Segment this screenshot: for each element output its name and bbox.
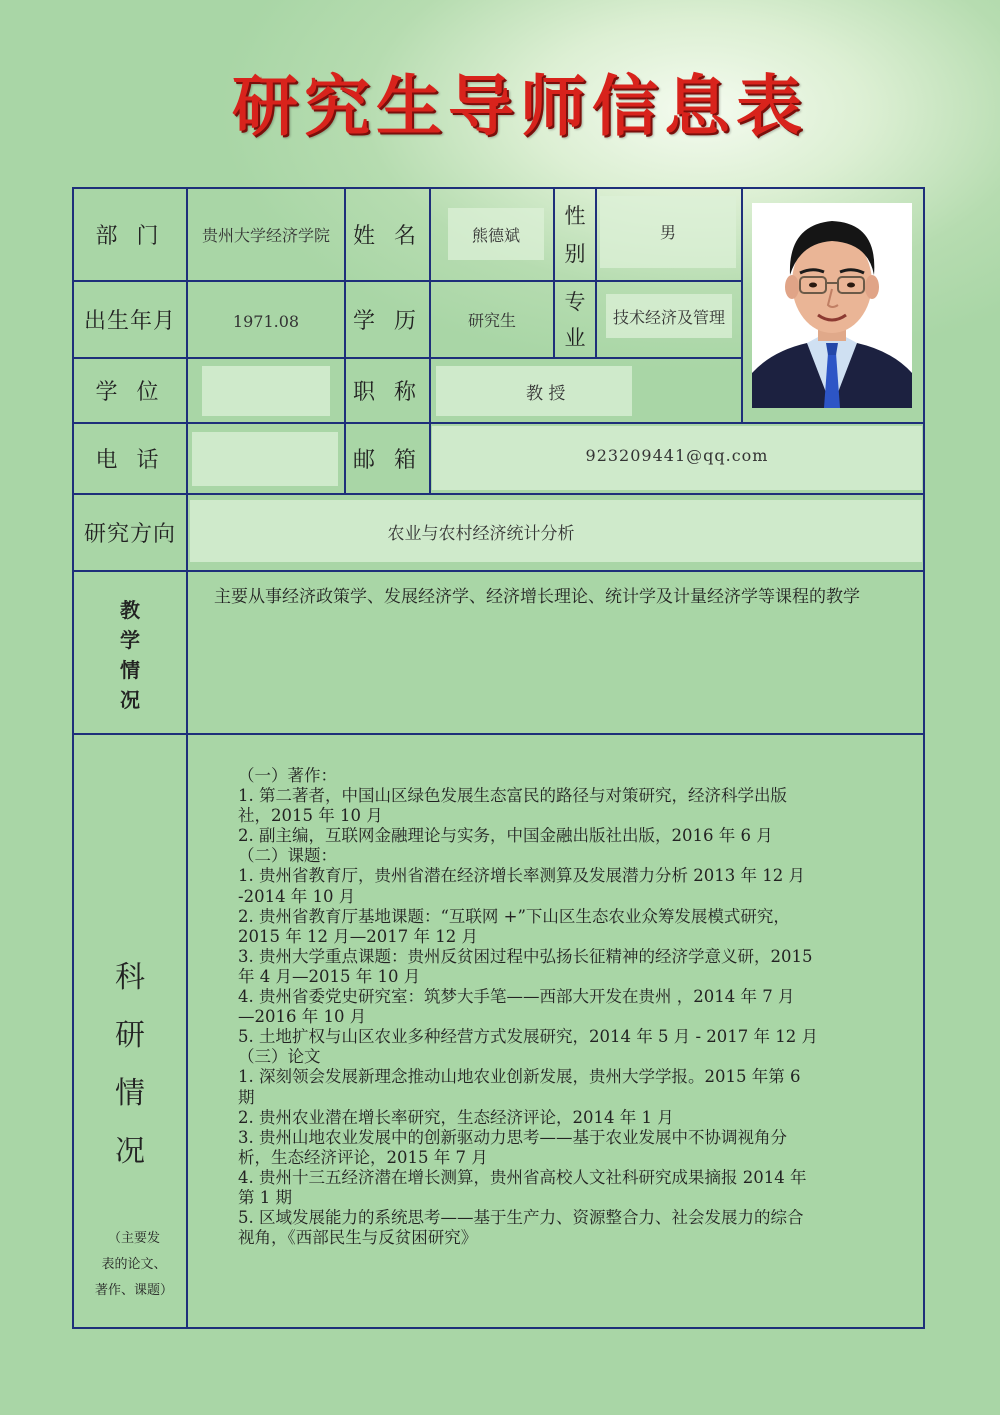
gender-value: 男 [600, 196, 736, 268]
birth-value: 1971.08 [232, 312, 300, 331]
research-line: 社，2015 年 10 月 [238, 806, 383, 826]
research-line: 5. 区域发展能力的系统思考——基于生产力、资源整合力、社会发展力的综合 [238, 1208, 804, 1228]
row-divider [72, 422, 925, 424]
research-label-char: 况 [115, 1134, 145, 1169]
name-label: 姓 名 [353, 224, 422, 249]
research-note-line: （主要发 [107, 1231, 160, 1246]
research-line: （二）课题： [238, 846, 337, 866]
row-divider [72, 493, 925, 495]
research-line: 期 [238, 1087, 255, 1107]
research-line: 2. 贵州农业潜在增长率研究，生态经济评论，2014 年 1 月 [238, 1107, 674, 1127]
research-line: 第 1 期 [238, 1187, 292, 1207]
research-line: —2016 年 10 月 [238, 1007, 367, 1027]
row-divider [72, 570, 925, 572]
research-line: 1. 深刻领会发展新理念推动山地农业创新发展，贵州大学学报。2015 年第 6 [238, 1067, 801, 1087]
col-divider [741, 187, 743, 424]
major-value: 技术经济及管理 [606, 294, 732, 338]
name-value: 熊德斌 [448, 208, 544, 260]
research-label [74, 950, 186, 1180]
department-value: 贵州大学经济学院 [201, 226, 330, 245]
research-line: 1. 贵州省教育厅，贵州省潜在经济增长率测算及发展潜力分析 2013 年 12 月 [238, 866, 805, 886]
page-title: 研究生导师信息表 [232, 68, 808, 145]
research-direction-label: 研究方向 [83, 522, 176, 547]
research-label-char: 研 [115, 1018, 145, 1053]
teaching-label-char: 况 [120, 688, 140, 712]
research-line: 1. 第二著者，中国山区绿色发展生态富民的路径与对策研究，经济科学出版 [238, 786, 787, 806]
teaching-label-char: 情 [120, 658, 140, 682]
portrait-illustration [752, 203, 912, 408]
research-line: -2014 年 10 月 [238, 886, 356, 906]
research-line: （一）著作： [238, 766, 337, 785]
research-line: （三）论文 [238, 1047, 321, 1067]
teaching-label-char: 学 [120, 628, 140, 652]
email-value: 923209441@qq.com [432, 426, 922, 490]
teaching-label-char: 教 [120, 598, 140, 622]
research-line: 年 4 月—2015 年 10 月 [238, 966, 421, 986]
research-label-char: 科 [115, 960, 145, 995]
research-list [238, 766, 888, 1248]
email-label: 邮 箱 [353, 448, 422, 473]
portrait-photo [752, 203, 912, 408]
research-line: 2015 年 12 月—2017 年 12 月 [238, 926, 478, 946]
gender-label-char: 别 [564, 241, 586, 266]
phone-value [192, 432, 338, 486]
research-line: 4. 贵州十三五经济潜在增长测算，贵州省高校人文社科研究成果摘报 2014 年 [238, 1167, 807, 1187]
research-line: 3. 贵州大学重点课题：贵州反贫困过程中弘扬长征精神的经济学意义研，2015 [238, 946, 813, 966]
birth-label: 出生年月 [83, 309, 176, 334]
research-line: 3. 贵州山地农业发展中的创新驱动力思考——基于农业发展中不协调视角分 [238, 1127, 787, 1147]
major-label-char: 专 [564, 289, 586, 314]
major-label [555, 282, 595, 357]
research-label-char: 情 [115, 1076, 145, 1111]
research-direction-value: 农业与农村经济统计分析 [190, 500, 922, 562]
research-note-line: 表的论文、 [101, 1257, 167, 1272]
gender-label [555, 189, 595, 280]
row-divider [72, 733, 925, 735]
teaching-label [74, 590, 186, 720]
education-value: 研究生 [467, 311, 516, 330]
research-note-line: 著作、课题） [94, 1283, 173, 1298]
research-line: 4. 贵州省委党史研究室：筑梦大手笔——西部大开发在贵州 ，2014 年 7 月 [238, 987, 795, 1007]
major-label-char: 业 [564, 325, 586, 350]
research-line: 2. 副主编，互联网金融理论与实务，中国金融出版社出版，2016 年 6 月 [238, 826, 773, 846]
research-line: 5. 土地扩权与山区农业多种经营方式发展研究，2014 年 5 月 - 2017 年 12 月 [238, 1027, 818, 1047]
research-note [82, 1226, 186, 1304]
education-label: 学 历 [353, 309, 422, 334]
degree-label: 学 位 [95, 380, 165, 405]
col-divider [595, 187, 597, 359]
title-value: 教 授 [436, 366, 632, 416]
teaching-text: 主要从事经济政策学、发展经济学、经济增长理论、统计学及计量经济学等课程的教学 [214, 587, 860, 607]
phone-label: 电 话 [95, 448, 165, 473]
research-line: 2. 贵州省教育厅基地课题：“互联网 +”下山区生态农业众筹发展模式研究， [238, 906, 790, 926]
title-label: 职 称 [353, 380, 422, 405]
degree-value [202, 366, 330, 416]
gender-label-char: 性 [564, 203, 586, 228]
department-label: 部 门 [95, 224, 165, 249]
research-line: 析，生态经济评论，2015 年 7 月 [238, 1147, 488, 1167]
research-line: 视角，《西部民生与反贫困研究》 [238, 1228, 478, 1248]
